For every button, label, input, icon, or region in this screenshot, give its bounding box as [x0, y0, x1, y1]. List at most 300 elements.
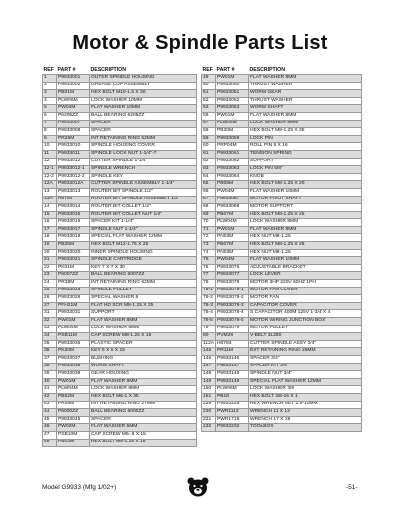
- part-number-cell: P9933045: [57, 416, 90, 424]
- ref-cell: 41: [43, 386, 57, 394]
- ref-cell: 78-1: [202, 287, 216, 295]
- description-cell: TOOLBOX: [249, 424, 362, 432]
- table-row: [43, 431, 197, 439]
- description-cell: SPECIAL WASHER 8: [90, 295, 197, 303]
- table-row: [43, 211, 197, 219]
- description-cell: ROUTER BIT COLLET 1/2": [90, 204, 197, 212]
- table-row: [43, 150, 197, 158]
- description-cell: HEX BOLT M8-1.25 X 25: [249, 242, 362, 250]
- ref-cell: 4: [43, 97, 57, 105]
- part-number-cell: P9933078-2: [216, 295, 249, 303]
- part-number-cell: P9933017: [57, 226, 90, 234]
- part-number-cell: P9933012-2: [57, 173, 90, 181]
- table-row: [202, 371, 362, 379]
- table-row: [202, 211, 362, 219]
- description-cell: MOTOR FAN: [249, 295, 362, 303]
- table-row: [202, 97, 362, 105]
- ref-cell: 56: [202, 112, 216, 120]
- part-number-cell: PWR1113: [216, 409, 249, 417]
- description-cell: INNER SPINDLE HOUSING: [90, 249, 197, 257]
- part-number-cell: PB09M: [216, 181, 249, 189]
- part-number-cell: PR11M: [216, 348, 249, 356]
- part-number-cell: P9933061: [216, 150, 249, 158]
- ref-cell: 24: [43, 280, 57, 288]
- table-row: [202, 219, 362, 227]
- description-cell: FLAT WASHER 8MM: [90, 378, 197, 386]
- table-row: [43, 204, 197, 212]
- ref-cell: 146: [202, 355, 216, 363]
- ref-cell: 10: [43, 143, 57, 151]
- header-part: PART #: [216, 67, 235, 73]
- part-number-cell: P9933064: [216, 173, 249, 181]
- part-number-cell: P9933052: [216, 97, 249, 105]
- part-number-cell: P9933016: [57, 219, 90, 227]
- ref-cell: 32: [43, 318, 57, 326]
- part-number-cell: P9933026: [57, 295, 90, 303]
- description-cell: FLAT HD SCR M8-1.25 X 25: [90, 302, 197, 310]
- table-row: [202, 143, 362, 151]
- description-cell: S CAPACITOR 400M 125V 1-3/4 X 4: [249, 310, 362, 318]
- ref-cell: 148: [202, 371, 216, 379]
- ref-cell: 230: [202, 409, 216, 417]
- description-cell: LOCK WASHER 8MM: [249, 219, 362, 227]
- description-cell: GREASE CUP ASSEMBLY: [90, 82, 197, 90]
- ref-cell: 229: [202, 401, 216, 409]
- part-number-cell: P9933010: [57, 143, 90, 151]
- description-cell: SPINDLE PULLEY: [90, 287, 197, 295]
- table-row: [202, 287, 362, 295]
- description-cell: INT RETAINING RING 52MM: [90, 135, 197, 143]
- model-footer: Model G9933 (Mfg 1/02+): [42, 484, 117, 491]
- description-cell: HEX BOLT M8-1.25 X 25: [249, 211, 362, 219]
- part-number-cell: P9933021: [57, 257, 90, 265]
- ref-cell: 37: [43, 355, 57, 363]
- description-cell: GEAR HOUSING: [90, 371, 197, 379]
- table-row: [43, 302, 197, 310]
- table-row: [202, 196, 362, 204]
- part-number-cell: P9933002: [57, 82, 90, 90]
- ref-cell: 22: [43, 264, 57, 272]
- table-row: [43, 234, 197, 242]
- part-number-cell: P9933013: [57, 188, 90, 196]
- ref-cell: 19: [43, 242, 57, 250]
- part-number-cell: P9933025: [57, 287, 90, 295]
- part-number-cell: P9933014: [57, 204, 90, 212]
- part-number-cell: PB18: [216, 393, 249, 401]
- table-row: [43, 135, 197, 143]
- ref-cell: 58: [202, 128, 216, 136]
- description-cell: LOCK PIN 5/8": [249, 166, 362, 174]
- table-row: [43, 371, 197, 379]
- ref-cell: 40: [43, 378, 57, 386]
- part-number-cell: P9933078-1: [216, 287, 249, 295]
- description-cell: SPACER: [90, 120, 197, 128]
- description-cell: ROUTER BIT SPINDLE 1/2": [90, 188, 197, 196]
- ref-cell: 47: [43, 431, 57, 439]
- description-cell: SUPPORT: [249, 158, 362, 166]
- table-row: [43, 226, 197, 234]
- description-cell: PLASTIC SPACER: [90, 340, 197, 348]
- part-number-cell: PB25M: [57, 242, 90, 250]
- description-cell: SUPPORT: [90, 310, 197, 318]
- table-row: [43, 242, 197, 250]
- ref-cell: 77: [202, 272, 216, 280]
- ref-cell: 45: [43, 416, 57, 424]
- table-row: [43, 97, 197, 105]
- table-row: [202, 318, 362, 326]
- ref-cell: 13: [43, 188, 57, 196]
- table-row: [43, 340, 197, 348]
- part-number-cell: P9933015: [57, 211, 90, 219]
- part-number-cell: PR26M: [57, 135, 90, 143]
- description-cell: LOCK PIN: [249, 135, 362, 143]
- part-number-cell: P9933059: [216, 135, 249, 143]
- part-number-cell: P9933018: [57, 234, 90, 242]
- ref-cell: 49: [202, 75, 216, 83]
- table-row: [202, 226, 362, 234]
- table-row: [202, 112, 362, 120]
- ref-cell: 145: [202, 348, 216, 356]
- table-row: [43, 105, 197, 113]
- description-cell: LOCK WASHER 8MM: [249, 120, 362, 128]
- bear-logo-icon: [186, 476, 210, 498]
- description-cell: ADJUSTABLE BRACKET: [249, 264, 362, 272]
- description-cell: MOTOR PIVOT SHAFT: [249, 196, 362, 204]
- description-cell: MOTOR FAN COVER: [249, 287, 362, 295]
- description-cell: FLAT WASHER 8MM: [249, 226, 362, 234]
- table-row: [43, 409, 197, 417]
- table-row: [43, 424, 197, 432]
- ref-cell: 78-5: [202, 318, 216, 326]
- part-number-cell: PN03M: [216, 234, 249, 242]
- table-row: [43, 264, 197, 272]
- ref-cell: 16: [43, 219, 57, 227]
- description-cell: CAP SCREW M5-.8 X 15: [90, 431, 197, 439]
- description-cell: SPECIAL FLAT WASHER 12MM: [90, 234, 197, 242]
- part-number-cell: PLW04M: [216, 219, 249, 227]
- description-cell: WRENCH 11 X 13: [249, 409, 362, 417]
- table-row: [202, 416, 362, 424]
- part-number-cell: PB52M: [57, 393, 90, 401]
- table-row: [43, 325, 197, 333]
- part-number-cell: P9933149: [216, 378, 249, 386]
- table-row: [43, 401, 197, 409]
- description-cell: TENSION SPRING: [249, 150, 362, 158]
- table-row: [202, 363, 362, 371]
- part-number-cell: PB20M: [216, 128, 249, 136]
- part-number-cell: P9933053: [216, 105, 249, 113]
- part-number-cell: PW01M: [57, 378, 90, 386]
- description-cell: BALL BEARING 6205ZZ: [90, 112, 197, 120]
- ref-cell: 5: [43, 105, 57, 113]
- table-row: [202, 333, 362, 341]
- table-row: [202, 249, 362, 257]
- description-cell: SPINDLE NUT 3/4": [249, 371, 362, 379]
- ref-cell: 73: [202, 242, 216, 250]
- description-cell: ROUTER BIT SPINDLE ASSEMBLY 1/2": [90, 196, 197, 204]
- table-row: [43, 393, 197, 401]
- table-row: [202, 120, 362, 128]
- ref-cell: 66: [202, 188, 216, 196]
- ref-cell: 74: [202, 249, 216, 257]
- table-row: [43, 272, 197, 280]
- table-row: [202, 424, 362, 432]
- part-number-cell: PW04M: [216, 188, 249, 196]
- description-cell: SPACER: [90, 128, 197, 136]
- description-cell: WRENCH 17 X 19: [249, 416, 362, 424]
- ref-cell: 36: [43, 348, 57, 356]
- table-row: [43, 112, 197, 120]
- header-description: DESCRIPTION: [249, 67, 285, 73]
- part-number-cell: P9933232: [216, 424, 249, 432]
- part-number-cell: PRP04M: [216, 143, 249, 151]
- table-row: [43, 181, 197, 189]
- table-header-row: [202, 67, 362, 75]
- description-cell: HEX BOLT M8-1.25 X 16: [90, 439, 197, 447]
- table-row: [43, 173, 197, 181]
- part-number-cell: PW01M: [57, 318, 90, 326]
- ref-cell: 13A: [43, 196, 57, 204]
- part-number-cell: PN03M: [216, 249, 249, 257]
- part-number-cell: PSB11M: [57, 333, 90, 341]
- description-cell: CUTTER SPINDLE ASSEMBLY 1-1/4": [90, 181, 197, 189]
- table-row: [202, 355, 362, 363]
- part-number-cell: PW04M: [216, 257, 249, 265]
- part-number-cell: P9933148: [216, 371, 249, 379]
- ref-cell: 9: [43, 135, 57, 143]
- table-row: [202, 173, 362, 181]
- table-row: [43, 386, 197, 394]
- parts-table-right: [201, 67, 362, 432]
- description-cell: MOTOR SUPPORT: [249, 204, 362, 212]
- table-header-row: [43, 67, 197, 75]
- ref-cell: 60: [202, 143, 216, 151]
- description-cell: CAPACITOR COVER: [249, 302, 362, 310]
- table-row: [43, 439, 197, 447]
- table-row: [202, 393, 362, 401]
- part-number-cell: P9933037: [57, 355, 90, 363]
- table-row: [43, 196, 197, 204]
- description-cell: SPINDLE LOCK NUT 1-1/4"-7: [90, 150, 197, 158]
- ref-cell: 6: [43, 112, 57, 120]
- table-row: [202, 75, 362, 83]
- description-cell: SPINDLE HOUSING COVER: [90, 143, 197, 151]
- ref-cell: 231: [202, 416, 216, 424]
- table-row: [43, 219, 197, 227]
- part-number-cell: PB03M: [57, 439, 90, 447]
- ref-cell: 63: [202, 166, 216, 174]
- part-number-cell: P9933051: [216, 90, 249, 98]
- description-cell: FLAT WASHER 8MM: [90, 318, 197, 326]
- part-number-cell: PLW04M: [57, 325, 90, 333]
- ref-cell: 65: [202, 181, 216, 189]
- ref-cell: 76: [202, 264, 216, 272]
- ref-cell: 34: [43, 333, 57, 341]
- ref-cell: 62: [202, 158, 216, 166]
- part-number-cell: P9933020: [57, 249, 90, 257]
- table-row: [43, 158, 197, 166]
- part-number-cell: P9933077: [216, 272, 249, 280]
- part-number-cell: P9933011: [57, 150, 90, 158]
- table-row: [202, 264, 362, 272]
- part-number-cell: P9933031: [57, 310, 90, 318]
- table-row: [202, 340, 362, 348]
- part-number-cell: P9933078-5: [216, 318, 249, 326]
- description-cell: FLAT WASHER 5MM: [90, 424, 197, 432]
- description-cell: WORM SHAFT: [90, 363, 197, 371]
- table-row: [202, 325, 362, 333]
- ref-cell: 25: [43, 287, 57, 295]
- page-number: -51-: [346, 484, 358, 491]
- ref-cell: 17: [43, 226, 57, 234]
- table-row: [202, 181, 362, 189]
- description-cell: HEX BOLT M8-1.25 X 35: [249, 128, 362, 136]
- part-number-cell: PK20M: [57, 348, 90, 356]
- part-number-cell: PB01M: [57, 90, 90, 98]
- part-number-cell: P9933007: [57, 120, 90, 128]
- ref-cell: 27: [43, 302, 57, 310]
- header-ref: REF: [43, 67, 54, 73]
- header-description: DESCRIPTION: [90, 67, 126, 73]
- ref-cell: 75: [202, 257, 216, 265]
- ref-cell: 26: [43, 295, 57, 303]
- part-number-cell: P9933012: [57, 158, 90, 166]
- table-row: [43, 378, 197, 386]
- table-row: [202, 166, 362, 174]
- ref-cell: 42: [43, 393, 57, 401]
- description-cell: FLAT WASHER 8MM: [249, 75, 362, 83]
- description-cell: WORM SHAFT: [249, 105, 362, 113]
- ref-cell: 14: [43, 204, 57, 212]
- description-cell: V-BELT 3L280: [249, 333, 362, 341]
- description-cell: SPINDLE NUT 1-1/4": [90, 226, 197, 234]
- ref-cell: 64: [202, 173, 216, 181]
- table-row: [43, 188, 197, 196]
- description-cell: BALL BEARING 6000ZZ: [90, 409, 197, 417]
- description-cell: OUTER SPINDLE HOUSING: [90, 75, 197, 83]
- ref-cell: 78: [202, 280, 216, 288]
- description-cell: HEX BOLT M6-1 X 35: [90, 393, 197, 401]
- table-row: [202, 105, 362, 113]
- header-part: PART #: [57, 67, 76, 73]
- table-row: [202, 242, 362, 250]
- part-number-cell: P9933147: [216, 363, 249, 371]
- table-row: [43, 348, 197, 356]
- part-number-cell: PR46M: [57, 401, 90, 409]
- ref-cell: 61: [202, 150, 216, 158]
- description-cell: HEX BOLT 3/8-16 X 1: [249, 393, 362, 401]
- part-number-cell: PWR1719: [216, 416, 249, 424]
- ref-cell: 39: [43, 371, 57, 379]
- part-number-cell: PW04M: [57, 105, 90, 113]
- part-number-cell: P9933039: [57, 371, 90, 379]
- description-cell: LOCK WASHER 8MM: [90, 386, 197, 394]
- table-row: [202, 409, 362, 417]
- table-row: [43, 287, 197, 295]
- part-number-cell: PSB10M: [57, 431, 90, 439]
- part-number-cell: PLW04M: [57, 386, 90, 394]
- ref-cell: 80: [202, 333, 216, 341]
- part-number-cell: PB07M: [216, 211, 249, 219]
- description-cell: LOCK WASHER 10MM: [90, 97, 197, 105]
- ref-cell: 50: [202, 82, 216, 90]
- description-cell: KEY 7 X 7 X 30: [90, 264, 197, 272]
- ref-cell: 21: [43, 257, 57, 265]
- ref-cell: 78-4: [202, 310, 216, 318]
- part-number-cell: H0783: [216, 340, 249, 348]
- part-number-cell: PW02M: [57, 424, 90, 432]
- description-cell: HEX BOLT M12-1.75 X 25: [90, 242, 197, 250]
- description-cell: THRUST WASHER: [249, 82, 362, 90]
- part-number-cell: PW01M: [216, 75, 249, 83]
- description-cell: HEX NUT M8-1.25: [249, 249, 362, 257]
- table-row: [43, 295, 197, 303]
- table-row: [202, 280, 362, 288]
- ref-cell: 33: [43, 325, 57, 333]
- table-row: [202, 272, 362, 280]
- table-row: [43, 318, 197, 326]
- part-number-cell: PR38M: [57, 280, 90, 288]
- ref-cell: 57: [202, 120, 216, 128]
- table-row: [202, 257, 362, 265]
- description-cell: SPECIAL FLAT WASHER 12MM: [249, 378, 362, 386]
- table-row: [43, 120, 197, 128]
- table-row: [202, 135, 362, 143]
- table-row: [202, 348, 362, 356]
- part-number-cell: P6000ZZ: [57, 409, 90, 417]
- ref-cell: 46: [43, 424, 57, 432]
- ref-cell: 43: [43, 401, 57, 409]
- description-cell: LOCK WASHER 8MM: [90, 325, 197, 333]
- part-number-cell: PLW06M: [57, 97, 90, 105]
- table-row: [43, 82, 197, 90]
- ref-cell: 71: [202, 226, 216, 234]
- ref-cell: 15: [43, 211, 57, 219]
- ref-cell: 79: [202, 325, 216, 333]
- part-number-cell: P9933038: [57, 363, 90, 371]
- part-number-cell: P9933062: [216, 158, 249, 166]
- ref-cell: 3: [43, 90, 57, 98]
- description-cell: EXT RETAINING RING 25MM: [249, 348, 362, 356]
- ref-cell: 78-3: [202, 302, 216, 310]
- part-number-cell: PW01M: [216, 226, 249, 234]
- description-cell: INT RETAINING RING 27MM: [90, 401, 197, 409]
- part-number-cell: P9933078: [216, 280, 249, 288]
- ref-cell: 232: [202, 424, 216, 432]
- description-cell: MOTOR WIRING JUNCTION BOX: [249, 318, 362, 326]
- description-cell: ROUTER BIT COLLET NUT 1/2": [90, 211, 197, 219]
- table-row: [202, 150, 362, 158]
- part-number-cell: H0784: [57, 196, 90, 204]
- part-number-cell: P9933076: [216, 264, 249, 272]
- table-row: [202, 128, 362, 136]
- part-number-cell: PFH21M: [57, 302, 90, 310]
- part-number-cell: P9933068: [216, 204, 249, 212]
- table-row: [43, 416, 197, 424]
- description-cell: CUTTER SPINDLE ASSY 3/4": [249, 340, 362, 348]
- table-row: [43, 355, 197, 363]
- ref-cell: 78-2: [202, 295, 216, 303]
- description-cell: SPINDLE WRENCH: [90, 166, 197, 174]
- part-number-cell: P9933012A: [57, 181, 90, 189]
- ref-cell: 48: [43, 439, 57, 447]
- table-row: [202, 188, 362, 196]
- part-number-cell: P9933229: [216, 401, 249, 409]
- description-cell: ROLL PIN 5 X 16: [249, 143, 362, 151]
- ref-cell: 12-2: [43, 173, 57, 181]
- description-cell: LOCK LEVER: [249, 272, 362, 280]
- ref-cell: 52: [202, 97, 216, 105]
